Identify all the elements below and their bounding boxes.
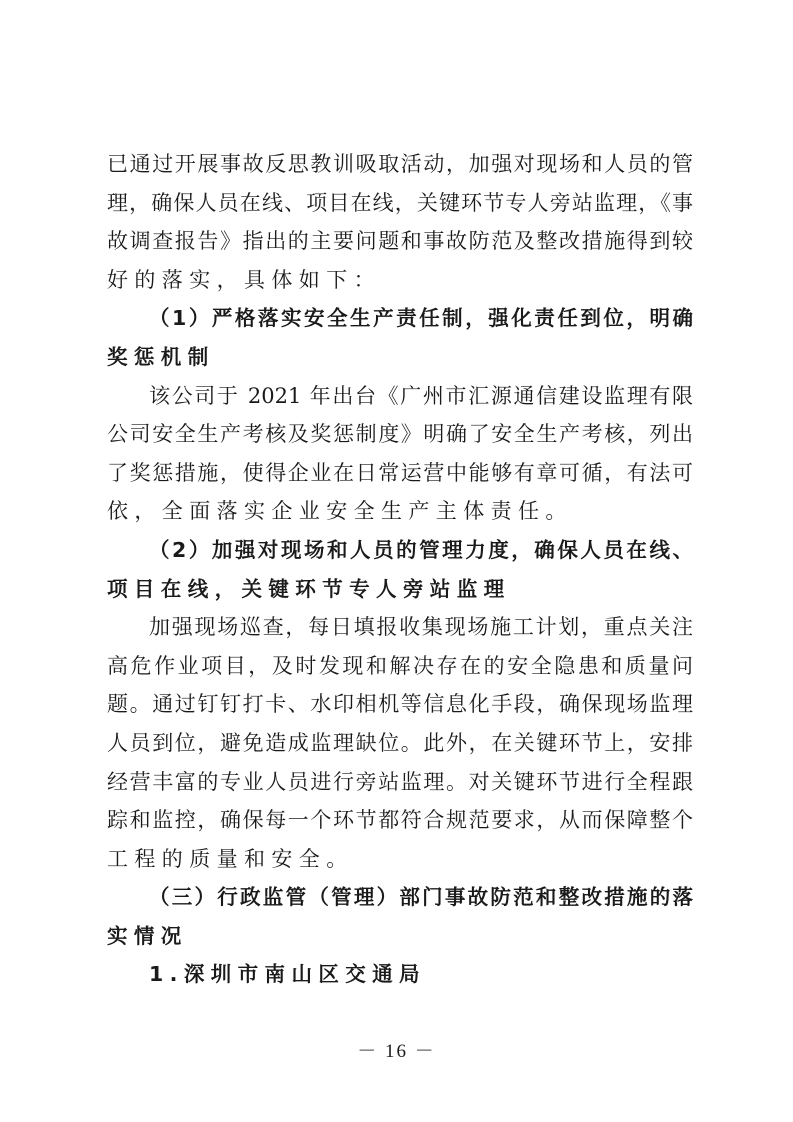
paragraph-line: 工程的质量和安全。 (107, 846, 354, 871)
section-heading-1: （1）严格落实安全生产责任制，强化责任到位，明确 (149, 306, 693, 331)
page-number: － 16 － (357, 1041, 436, 1062)
paragraph-line: 高危作业项目，及时发现和解决存在的安全隐患和质量问 (107, 653, 693, 678)
paragraph-line: 加强现场巡查，每日填报收集现场施工计划，重点关注 (149, 615, 693, 640)
section-heading-2: （2）加强对现场和人员的管理力度，确保人员在线、 (149, 537, 693, 562)
paragraph-line: 踪和监控，确保每一个环节都符合规范要求，从而保障整个 (107, 808, 693, 833)
paragraph-line: 公司安全生产考核及奖惩制度》明确了安全生产考核，列出 (107, 422, 693, 447)
paragraph-line: 已通过开展事故反思教训吸取活动，加强对现场和人员的管 (107, 152, 693, 176)
document-body (107, 145, 693, 994)
paragraph-line: 经营丰富的专业人员进行旁站监理。对关键环节进行全程跟 (107, 769, 693, 794)
paragraph-line: 好的落实，具体如下： (107, 267, 381, 292)
paragraph-line: 依，全面落实企业安全生产主体责任。 (107, 499, 573, 524)
subsection-heading: 1.深圳市南山区交通局 (149, 962, 426, 987)
paragraph-line: 该公司于 2021 年出台《广州市汇源通信建设监理有限 (149, 383, 693, 408)
section-heading-3-cont: 实情况 (107, 923, 188, 948)
paragraph-line: 故调查报告》指出的主要问题和事故防范及整改措施得到较 (107, 229, 693, 254)
paragraph-line: 理，确保人员在线、项目在线，关键环节专人旁站监理，《事 (107, 190, 693, 215)
section-heading-1-cont: 奖惩机制 (107, 344, 215, 369)
paragraph-line: 题。通过钉钉打卡、水印相机等信息化手段，确保现场监理 (107, 692, 693, 717)
paragraph-line: 人员到位，避免造成监理缺位。此外，在关键环节上，安排 (107, 730, 693, 755)
section-heading-2-cont: 项目在线，关键环节专人旁站监理 (107, 576, 511, 601)
section-heading-3: （三）行政监管（管理）部门事故防范和整改措施的落 (149, 885, 693, 910)
paragraph-line: 了奖惩措施，使得企业在日常运营中能够有章可循，有法可 (107, 460, 693, 485)
